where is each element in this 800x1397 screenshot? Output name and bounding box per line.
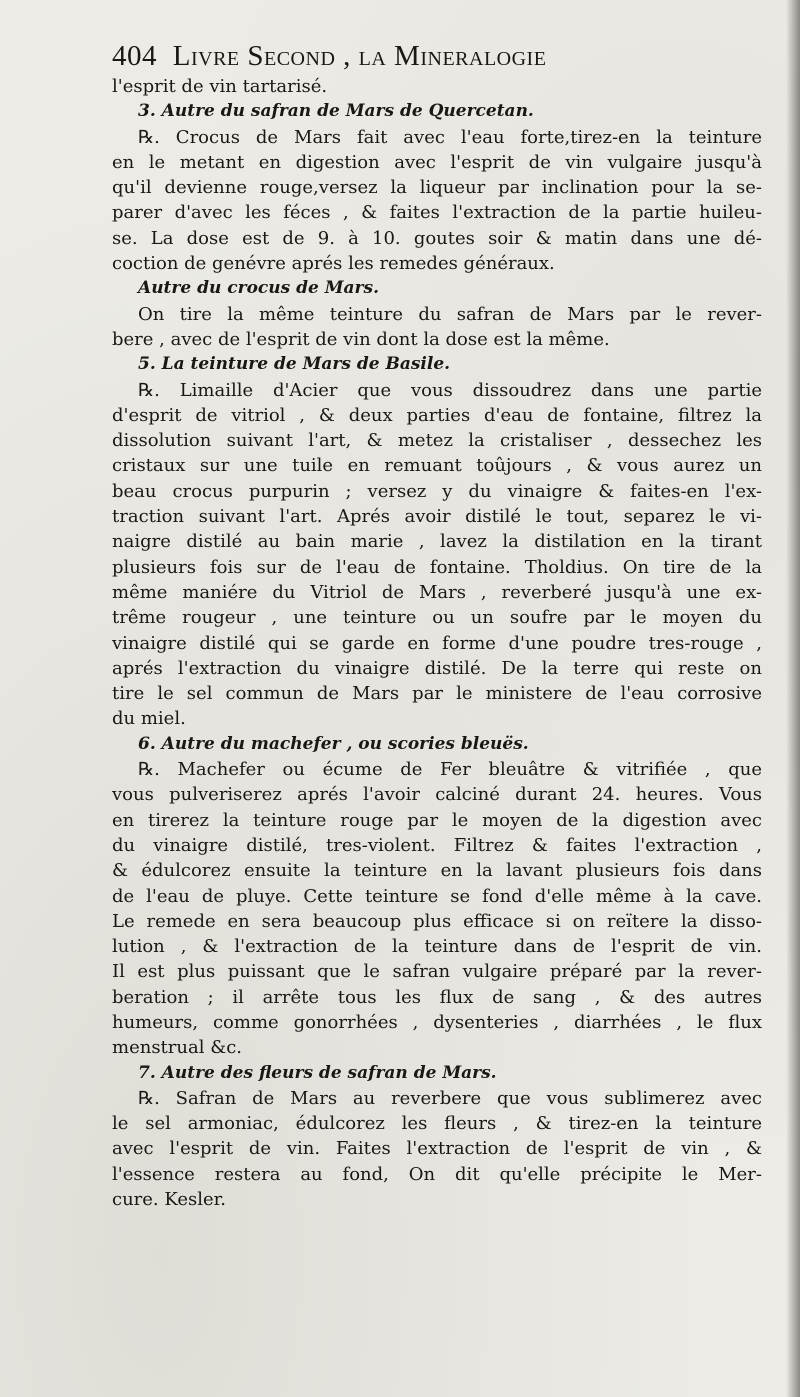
text-line: qu'il devienne rouge,versez la liqueur par inclination pour la se- — [112, 177, 762, 199]
text-lines — [112, 74, 762, 1212]
text-line: dissolution suivant l'art, & metez la cristaliser , dessechez les — [112, 430, 762, 452]
text-line: du miel. — [112, 708, 186, 730]
recipe-heading-3: 3. Autre du safran de Mars de Quercetan. — [138, 101, 534, 122]
page-number: 404 — [112, 40, 157, 72]
recipe-heading-7: 7. Autre des fleurs de safran de Mars. — [138, 1062, 497, 1083]
text-line: beau crocus purpurin ; versez y du vinaigre & faites-en l'ex- — [112, 480, 762, 502]
text-line: le sel armoniac, édulcorez les fleurs , & tirez-en la teinture — [112, 1113, 762, 1135]
text-line: de l'eau de pluye. Cette teinture se fond d'elle même à la cave. — [112, 885, 762, 907]
recipe-heading-5: 5. La teinture de Mars de Basile. — [138, 354, 451, 375]
text-line: lution , & l'extraction de la teinture dans de l'esprit de vin. — [112, 936, 762, 958]
text-line: Le remede en sera beaucoup plus efficace si on reïtere la disso- — [112, 910, 762, 932]
text-line: ℞. Safran de Mars au reverbere que vous sublimerez avec — [138, 1087, 762, 1109]
text-line: l'essence restera au fond, On dit qu'elle précipite le Mer- — [112, 1163, 762, 1185]
text-line: parer d'avec les féces , & faites l'extraction de la partie huileu- — [112, 202, 762, 224]
recipe-heading-6: 6. Autre du machefer , ou scories bleuës. — [138, 733, 529, 754]
running-header — [112, 38, 762, 74]
text-line: même maniére du Vitriol de Mars , reverberé jusqu'à une ex- — [112, 581, 762, 603]
text-line: naigre distilé au bain marie , lavez la distilation en la tirant — [112, 531, 762, 553]
text-line: traction suivant l'art. Aprés avoir distilé le tout, separez le vi- — [112, 506, 762, 528]
text-line: du vinaigre distilé, tres-violent. Filtrez & faites l'extraction , — [112, 834, 762, 856]
text-line: bere , avec de l'esprit de vin dont la dose est la même. — [112, 328, 610, 350]
page-gutter-shadow — [786, 0, 800, 1397]
text-line: ℞. Limaille d'Acier que vous dissoudrez dans une partie — [138, 379, 762, 401]
text-line: l'esprit de vin tartarisé. — [112, 76, 328, 97]
text-line: vous pulveriserez aprés l'avoir calciné durant 24. heures. Vous — [112, 784, 762, 806]
text-line: tire le sel commun de Mars par le ministere de l'eau corrosive — [112, 683, 762, 705]
recipe-heading-crocus: Autre du crocus de Mars. — [138, 278, 380, 299]
text-line: coction de genévre aprés les remedes généraux. — [112, 253, 555, 275]
text-line: beration ; il arrête tous les flux de sang , & des autres — [112, 986, 762, 1008]
text-line: Il est plus puissant que le safran vulgaire préparé par la rever- — [112, 961, 762, 983]
page-text-block — [112, 38, 762, 1212]
text-line: en tirerez la teinture rouge par le moyen de la digestion avec — [112, 809, 762, 831]
text-line: humeurs, comme gonorrhées , dysenteries , diarrhées , le flux — [112, 1011, 762, 1033]
text-line: ℞. Machefer ou écume de Fer bleuâtre & vitrifiée , que — [138, 759, 762, 781]
text-line: ℞. Crocus de Mars fait avec l'eau forte,tirez-en la teinture — [138, 126, 762, 148]
text-line: cristaux sur une tuile en remuant toûjours , & vous aurez un — [112, 455, 762, 477]
text-line: se. La dose est de 9. à 10. goutes soir & matin dans une dé- — [112, 227, 762, 249]
text-line: d'esprit de vitriol , & deux parties d'eau de fontaine, filtrez la — [112, 404, 762, 426]
text-line: vinaigre distilé qui se garde en forme d'une poudre tres-rouge , — [112, 632, 762, 654]
text-line: cure. Kesler. — [112, 1189, 226, 1211]
text-line: & édulcorez ensuite la teinture en la lavant plusieurs fois dans — [112, 860, 762, 882]
text-line: avec l'esprit de vin. Faites l'extraction de l'esprit de vin , & — [112, 1138, 762, 1160]
running-title: Livre Second , la Mineralogie — [172, 40, 547, 72]
text-line: en le metant en digestion avec l'esprit de vin vulgaire jusqu'à — [112, 151, 762, 173]
text-line: plusieurs fois sur de l'eau de fontaine. Tholdius. On tire de la — [112, 556, 762, 578]
text-line: menstrual &c. — [112, 1037, 243, 1059]
text-line: trême rougeur , une teinture ou un soufre par le moyen du — [112, 607, 762, 629]
text-line: On tire la même teinture du safran de Mars par le rever- — [138, 303, 762, 325]
text-line: aprés l'extraction du vinaigre distilé. De la terre qui reste on — [112, 657, 762, 679]
